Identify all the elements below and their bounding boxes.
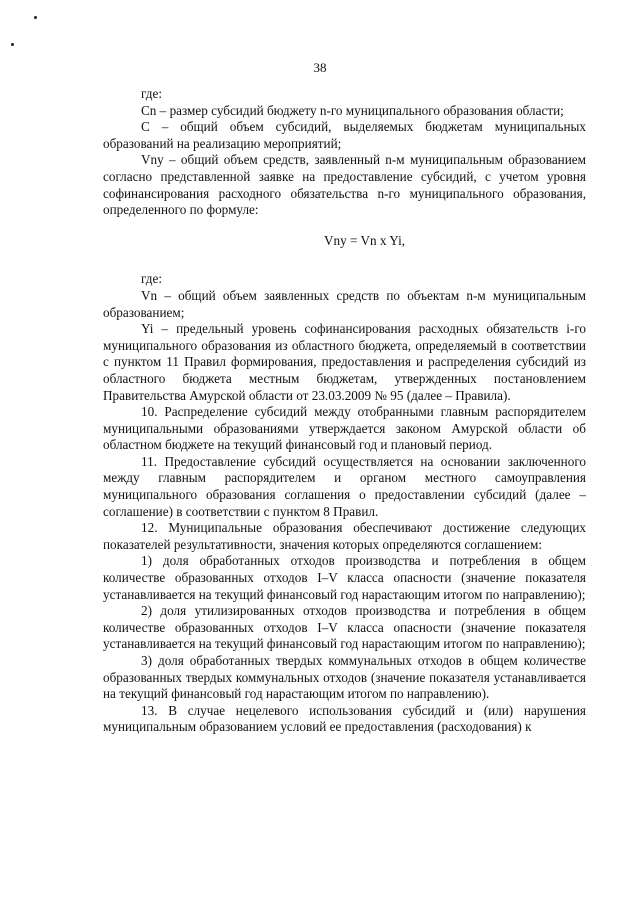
- scan-mark: [34, 16, 37, 19]
- clause-10: 10. Распределение субсидий между отобранными главным распорядителем муниципальными образованиями утверждается законом Амурской области об областном бюджете на текущий финансовый год и плановый период.: [103, 404, 586, 453]
- indicator-2: 2) доля утилизированных отходов производства и потребления в общем количестве образованных отходов I–V класса опасности (значение показателя устанавливается на текущий финансовый год нарастающим итогом по направлению);: [103, 603, 586, 652]
- clause-13: 13. В случае нецелевого использования субсидий и (или) нарушения муниципальным образованием условий ее предоставления (расходования) к: [103, 702, 586, 735]
- definition-vny: Vny – общий объем средств, заявленный n-м муниципальным образованием согласно представленной заявке на предоставление субсидий, с учетом уровня софинансирования расходного обязательства n-го муниципального образования, определенного по формуле:: [103, 152, 586, 218]
- paragraph-where: где:: [141, 86, 162, 101]
- definition-vn: Vn – общий объем заявленных средств по объектам n-м муниципальным образованием;: [103, 287, 586, 320]
- scan-mark: [11, 43, 14, 46]
- indicator-3: 3) доля обработанных твердых коммунальных отходов в общем количестве образованных твердых коммунальных отходов (значение показателя устанавливается на текущий финансовый год нарастающим итогом по направлению).: [103, 653, 586, 702]
- page-number: 38: [313, 60, 327, 75]
- definition-cn: Сn – размер субсидий бюджету n-го муниципального образования области;: [141, 102, 564, 118]
- definition-c: С – общий объем субсидий, выделяемых бюджетам муниципальных образований на реализацию мероприятий;: [103, 119, 586, 151]
- clause-12: 12. Муниципальные образования обеспечивают достижение следующих показателей результативности, значения которых определяются соглашением:: [103, 520, 586, 552]
- formula: Vny = Vn x Yi,: [323, 232, 406, 248]
- clause-11: 11. Предоставление субсидий осуществляется на основании заключенного между главным распорядителем и органом местного самоуправления муниципального образования соглашения о предоставлении субсидий (далее – соглашение) в соответствии с пунктом 8 Правил.: [103, 453, 586, 519]
- document-body: [103, 86, 586, 736]
- indicator-1: 1) доля обработанных отходов производства и потребления в общем количестве образованных отходов I–V класса опасности (значение показателя устанавливается на текущий финансовый год нарастающим итогом по направлению);: [103, 553, 586, 602]
- paragraph-where: где:: [141, 271, 162, 287]
- definition-yi: Yi – предельный уровень софинансирования расходных обязательств i-го муниципального образования из областного бюджета, определяемый в соответствии с пунктом 11 Правил формирования, предоставления и распределения субсидий из областного бюджета местным бюджетам, утвержденных постановлением Правительства Амурской области от 23.03.2009 № 95 (далее – Правила).: [103, 321, 586, 403]
